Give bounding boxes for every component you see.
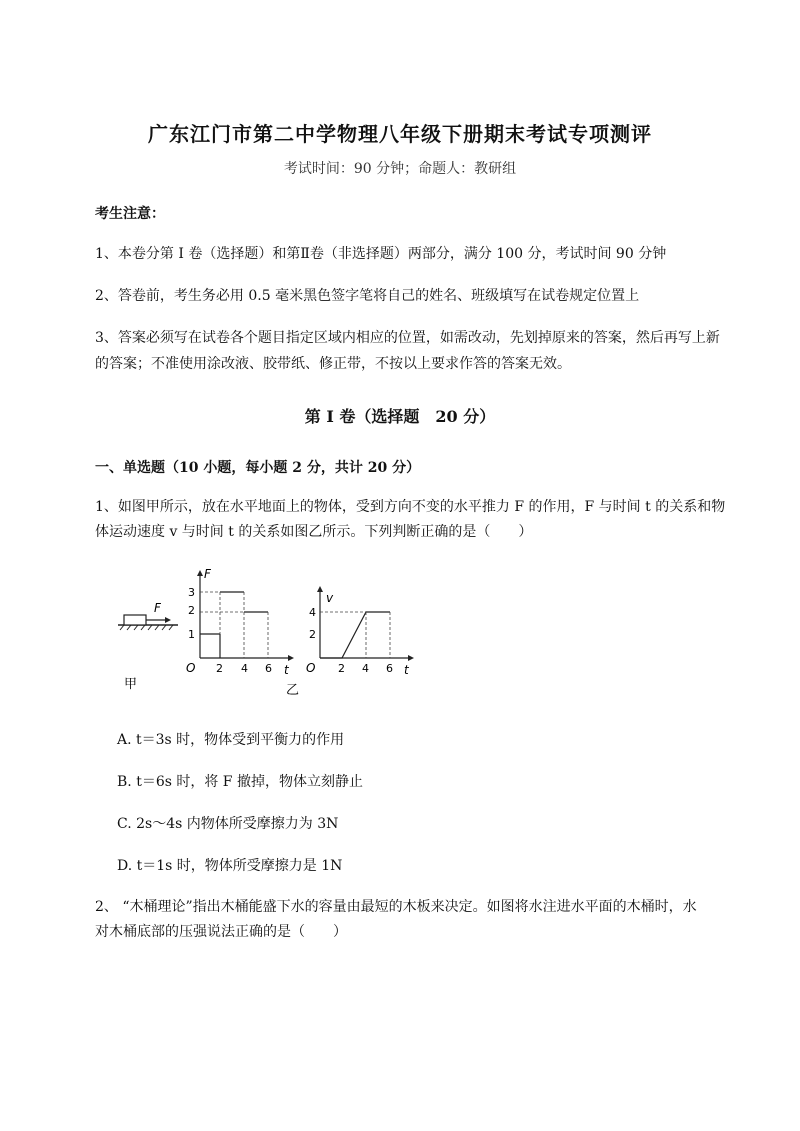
v-graph-y-arrow [317, 586, 323, 592]
f-graph-x-tick-4: 4 [241, 662, 248, 675]
part-heading: 一、单选题（10 小题，每小题 2 分，共计 20 分） [95, 460, 421, 476]
v-graph-y-tick-2: 2 [309, 628, 316, 641]
f-graph-y-arrow [197, 570, 203, 576]
figure-jia [118, 601, 178, 692]
v-graph-line [320, 612, 390, 658]
f-graph-origin: O [186, 661, 196, 675]
graph-force-time [186, 567, 299, 698]
question-1-option-c[interactable]: C. 2s～4s 内物体所受摩擦力为 3N [117, 816, 339, 832]
f-graph-x-tick-2: 2 [216, 662, 223, 675]
v-graph-y-tick-4: 4 [309, 606, 316, 619]
force-label: F [154, 601, 161, 615]
question-1-stem-line-1: 1、如图甲所示，放在水平地面上的物体，受到方向不变的水平推力 F 的作用，F 与时间 t 的关系和物 [95, 499, 726, 515]
section-title: 第 I 卷（选择题 20 分） [304, 407, 496, 426]
force-arrowhead [165, 617, 171, 623]
page-title: 广东江门市第二中学物理八年级下册期末考试专项测评 [148, 122, 652, 146]
graph-velocity-time [306, 586, 414, 677]
f-graph-y-tick-2: 2 [188, 604, 195, 617]
question-1-option-d[interactable]: D. t＝1s 时，物体所受摩擦力是 1N [117, 858, 343, 874]
notice-item-3: 3、答案必须写在试卷各个题目指定区域内相应的位置，如需改动，先划掉原来的答案，然后再写上新 [95, 330, 720, 346]
f-graph-y-tick-1: 1 [188, 628, 195, 641]
question-2-stem-line-2: 对木桶底部的压强说法正确的是（ ） [95, 924, 347, 940]
block [124, 615, 146, 625]
exam-subtitle: 考试时间：90 分钟；命题人：教研组 [283, 161, 517, 177]
question-1-option-a[interactable]: A. t＝3s 时，物体受到平衡力的作用 [117, 732, 345, 748]
v-graph-x-arrow [408, 655, 414, 661]
v-graph-origin: O [306, 661, 316, 675]
f-graph-y-label: F [204, 567, 211, 581]
f-graph-x-label: t [284, 663, 289, 677]
f-graph-x-tick-6: 6 [265, 662, 272, 675]
question-2-stem-line-1: 2、 “木桶理论”指出木桶能盛下水的容量由最短的木板来决定。如图将水注进水平面的木桶时，水 [95, 899, 697, 915]
notice-item-3-cont: 的答案；不准使用涂改液、胶带纸、修正带，不按以上要求作答的答案无效。 [95, 356, 571, 372]
question-1-figure [110, 562, 430, 702]
notice-item-2: 2、答卷前，考生务必用 0.5 毫米黑色签字笔将自己的姓名、班级填写在试卷规定位置上 [95, 288, 640, 304]
notice-item-1: 1、本卷分第 I 卷（选择题）和第Ⅱ卷（非选择题）两部分，满分 100 分，考试时间 90 分钟 [95, 246, 667, 262]
notice-heading: 考生注意： [95, 206, 165, 222]
v-graph-y-label: v [326, 591, 334, 605]
f-graph-x-arrow [288, 655, 294, 661]
label-jia: 甲 [124, 677, 138, 692]
v-graph-x-tick-6: 6 [386, 662, 393, 675]
f-graph-y-tick-3: 3 [188, 586, 195, 599]
question-1-option-b[interactable]: B. t＝6s 时，将 F 撤掉，物体立刻静止 [117, 774, 363, 790]
v-graph-x-tick-4: 4 [362, 662, 369, 675]
v-graph-x-label: t [404, 663, 409, 677]
label-yi: 乙 [286, 683, 300, 698]
v-graph-x-tick-2: 2 [338, 662, 345, 675]
question-1-stem-line-2: 体运动速度 v 与时间 t 的关系如图乙所示。下列判断正确的是（ ） [95, 524, 533, 540]
